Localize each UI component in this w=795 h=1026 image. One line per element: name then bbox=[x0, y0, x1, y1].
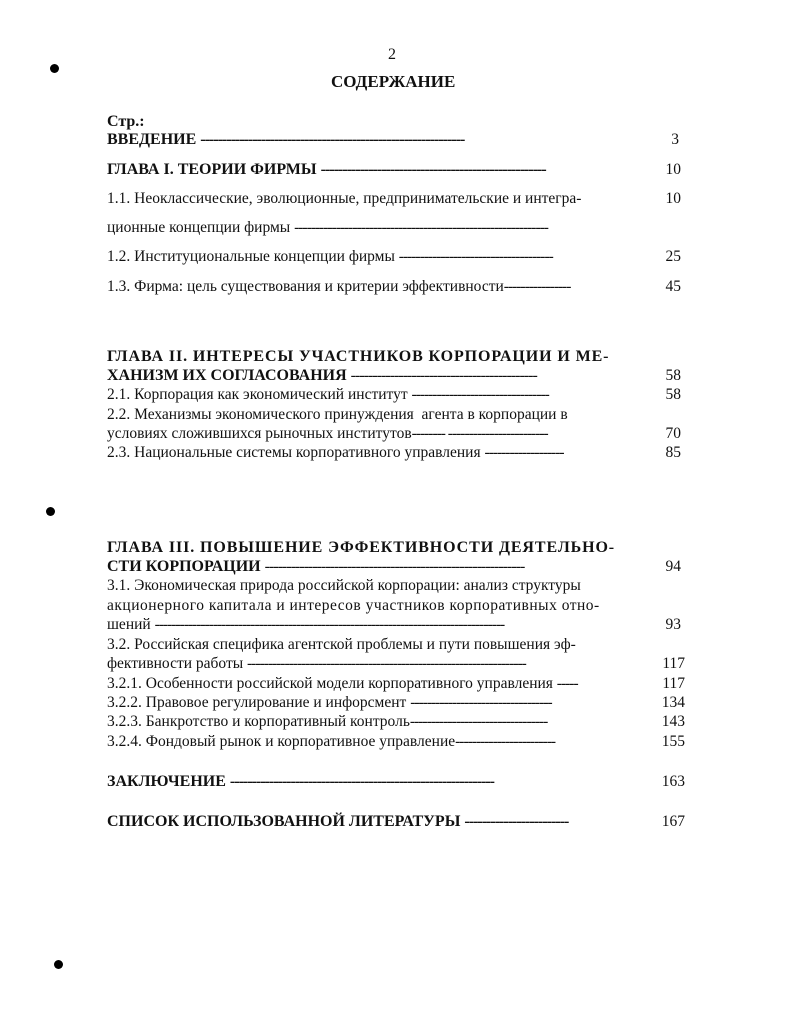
entry-label: 1.3. Фирма: цель существования и критерии эффективности bbox=[107, 278, 504, 295]
entry-page: 10 bbox=[665, 161, 681, 178]
entry-page: 93 bbox=[665, 616, 681, 633]
toc-entry-bibliography[interactable] bbox=[107, 813, 568, 831]
entry-label: 3.2.3. Банкротство и корпоративный контроль bbox=[107, 713, 410, 730]
toc-entry-chapter-1[interactable] bbox=[107, 161, 546, 179]
toc-entry-introduction[interactable] bbox=[107, 131, 464, 149]
punch-hole-mark bbox=[46, 507, 55, 516]
entry-label: 1.1. Неоклассические, эволюционные, предпринимательские и интегра- bbox=[107, 190, 582, 207]
entry-label: 3.2.2. Правовое регулирование и инфорсмент bbox=[107, 694, 407, 711]
entry-label: 3.1. Экономическая природа российской корпорации: анализ структуры bbox=[107, 577, 581, 594]
toc-entry-1-1[interactable] bbox=[107, 190, 581, 208]
punch-hole-mark bbox=[50, 64, 59, 73]
entry-page: 10 bbox=[665, 190, 681, 207]
entry-page: 70 bbox=[665, 425, 681, 442]
dot-leader: ------------------------------------- bbox=[398, 248, 553, 265]
entry-label: СПИСОК ИСПОЛЬЗОВАННОЙ ЛИТЕРАТУРЫ bbox=[107, 813, 461, 830]
entry-label: 2.2. Механизмы экономического принуждения агента в корпорации в bbox=[107, 406, 568, 423]
entry-label: ЗАКЛЮЧЕНИЕ bbox=[107, 773, 226, 790]
entry-page: 58 bbox=[665, 367, 681, 384]
entry-label: ционные концепции фирмы bbox=[107, 219, 291, 236]
entry-label: ХАНИЗМ ИХ СОГЛАСОВАНИЯ bbox=[107, 367, 347, 384]
entry-label: ВВЕДЕНИЕ bbox=[107, 131, 197, 148]
toc-entry-chapter-3-cont[interactable] bbox=[107, 558, 524, 576]
toc-entry-2-1[interactable] bbox=[107, 386, 549, 404]
dot-leader: ---------------------------------- bbox=[410, 694, 552, 711]
entry-page: 134 bbox=[661, 694, 685, 711]
entry-label: фективности работы bbox=[107, 655, 244, 672]
toc-entry-3-2-2[interactable] bbox=[107, 694, 552, 712]
entry-label: ГЛАВА II. ИНТЕРЕСЫ УЧАСТНИКОВ КОРПОРАЦИИ И МЕ- bbox=[107, 348, 610, 365]
dot-leader: ------------------------------------------------------------- bbox=[229, 773, 494, 790]
page-column-label: Стр.: bbox=[107, 113, 145, 130]
entry-page: 25 bbox=[665, 248, 681, 265]
entry-page: 58 bbox=[665, 386, 681, 403]
toc-entry-3-2-4[interactable] bbox=[107, 733, 555, 751]
entry-label: ГЛАВА III. ПОВЫШЕНИЕ ЭФФЕКТИВНОСТИ ДЕЯТЕЛЬНО- bbox=[107, 539, 616, 556]
entry-label: ГЛАВА I. ТЕОРИИ ФИРМЫ bbox=[107, 161, 317, 178]
dot-leader: --------------------------------- bbox=[409, 713, 548, 730]
toc-entry-1-1-cont[interactable] bbox=[107, 219, 548, 237]
entry-page: 117 bbox=[662, 675, 685, 692]
toc-entry-3-2-1[interactable] bbox=[107, 675, 578, 693]
entry-page: 143 bbox=[661, 713, 685, 730]
entry-label: 2.3. Национальные системы корпоративного управления bbox=[107, 444, 481, 461]
entry-label: 3.2. Российская специфика агентской проблемы и пути повышения эф- bbox=[107, 636, 576, 653]
entry-label: акционерного капитала и интересов участников корпоративных отно- bbox=[107, 597, 600, 614]
entry-label: 3.2.4. Фондовый рынок и корпоративное управление bbox=[107, 733, 456, 750]
toc-entry-3-2-cont[interactable] bbox=[107, 655, 526, 673]
page-title: СОДЕРЖАНИЕ bbox=[331, 72, 456, 91]
entry-page: 94 bbox=[665, 558, 681, 575]
toc-entry-1-3[interactable] bbox=[107, 278, 570, 296]
toc-entry-2-2-cont[interactable] bbox=[107, 425, 548, 443]
dot-leader: ------------------------------------------------------------------- bbox=[247, 655, 526, 672]
entry-page: 3 bbox=[671, 131, 679, 148]
dot-leader: ------------------------------------------------------------- bbox=[200, 131, 465, 148]
dot-leader: ---------------- bbox=[503, 278, 571, 295]
dot-leader: ---------------------------------------------------- bbox=[320, 161, 546, 178]
dot-leader: ------------------------------------------------------------ bbox=[264, 558, 525, 575]
toc-entry-chapter-2-cont[interactable] bbox=[107, 367, 537, 385]
dot-leader: -------- ------------------------ bbox=[411, 425, 548, 442]
page-number: 2 bbox=[388, 46, 396, 63]
dot-leader: ------------------------------------------------------------- bbox=[294, 219, 548, 236]
entry-page: 117 bbox=[662, 655, 685, 672]
dot-leader: ------------------------ bbox=[455, 733, 556, 750]
toc-entry-conclusion[interactable] bbox=[107, 773, 494, 791]
entry-page: 163 bbox=[661, 773, 685, 790]
dot-leader: ----- bbox=[556, 675, 578, 692]
toc-entry-3-1[interactable] bbox=[107, 577, 581, 595]
entry-label: СТИ КОРПОРАЦИИ bbox=[107, 558, 261, 575]
entry-page: 85 bbox=[665, 444, 681, 461]
entry-label: 3.2.1. Особенности российской модели корпоративного управления bbox=[107, 675, 553, 692]
toc-entry-3-2[interactable] bbox=[107, 636, 576, 654]
entry-label: условиях сложившихся рыночных институтов bbox=[107, 425, 412, 442]
entry-label: 1.2. Институциональные концепции фирмы bbox=[107, 248, 395, 265]
entry-page: 45 bbox=[665, 278, 681, 295]
dot-leader: ------------------- bbox=[484, 444, 564, 461]
toc-entry-3-2-3[interactable] bbox=[107, 713, 547, 731]
entry-page: 167 bbox=[661, 813, 685, 830]
toc-entry-2-3[interactable] bbox=[107, 444, 564, 462]
entry-label: шений bbox=[107, 616, 151, 633]
dot-leader: ------------------------------------------- bbox=[350, 367, 537, 384]
toc-entry-3-1-cont[interactable] bbox=[107, 597, 600, 615]
toc-entry-1-2[interactable] bbox=[107, 248, 553, 266]
punch-hole-mark bbox=[54, 960, 63, 969]
toc-entry-chapter-2[interactable] bbox=[107, 348, 609, 366]
dot-leader: --------------------------------- bbox=[411, 386, 549, 403]
dot-leader: ------------------------ bbox=[464, 813, 569, 830]
dot-leader: ------------------------------------------------------------------------------------ bbox=[154, 616, 505, 633]
toc-entry-2-2[interactable] bbox=[107, 406, 568, 424]
toc-entry-chapter-3[interactable] bbox=[107, 539, 615, 557]
toc-entry-3-1-cont2[interactable] bbox=[107, 616, 504, 634]
entry-page: 155 bbox=[661, 733, 685, 750]
entry-label: 2.1. Корпорация как экономический институт bbox=[107, 386, 408, 403]
